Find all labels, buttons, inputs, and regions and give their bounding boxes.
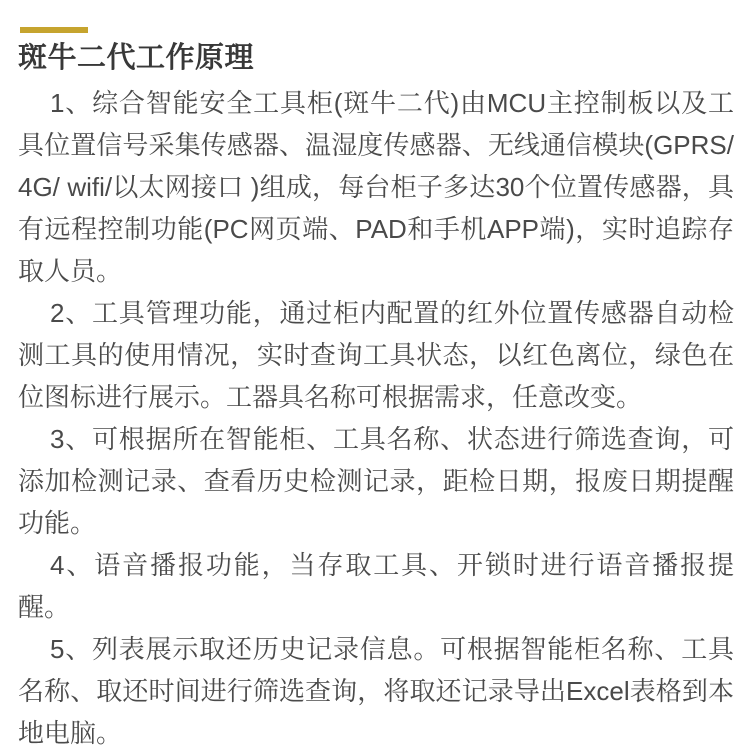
paragraph-3: 3、可根据所在智能柜、工具名称、状态进行筛选查询，可添加检测记录、查看历史检测记录，距检日期，报废日期提醒功能。 — [18, 424, 734, 538]
paragraph-4: 4、语音播报功能，当存取工具、开锁时进行语音播报提醒。 — [18, 550, 734, 622]
article-body — [18, 82, 734, 754]
paragraph-1: 1、综合智能安全工具柜(斑牛二代)由MCU主控制板以及工具位置信号采集传感器、温湿度传感器、无线通信模块(GPRS/ 4G/ wifi/以太网接口 )组成，每台柜子多达30个位置传感器，具有远程控制功能(PC网页端、PAD和手机APP端)，实时追踪存取人员。 — [18, 88, 734, 286]
paragraph-2: 2、工具管理功能，通过柜内配置的红外位置传感器自动检测工具的使用情况，实时查询工具状态，以红色离位，绿色在位图标进行展示。工器具名称可根据需求，任意改变。 — [18, 298, 734, 412]
accent-bar — [20, 27, 88, 33]
page-title: 斑牛二代工作原理 — [18, 42, 255, 74]
paragraph-5: 5、列表展示取还历史记录信息。可根据智能柜名称、工具名称、取还时间进行筛选查询，将取还记录导出Excel表格到本地电脑。 — [18, 634, 734, 748]
